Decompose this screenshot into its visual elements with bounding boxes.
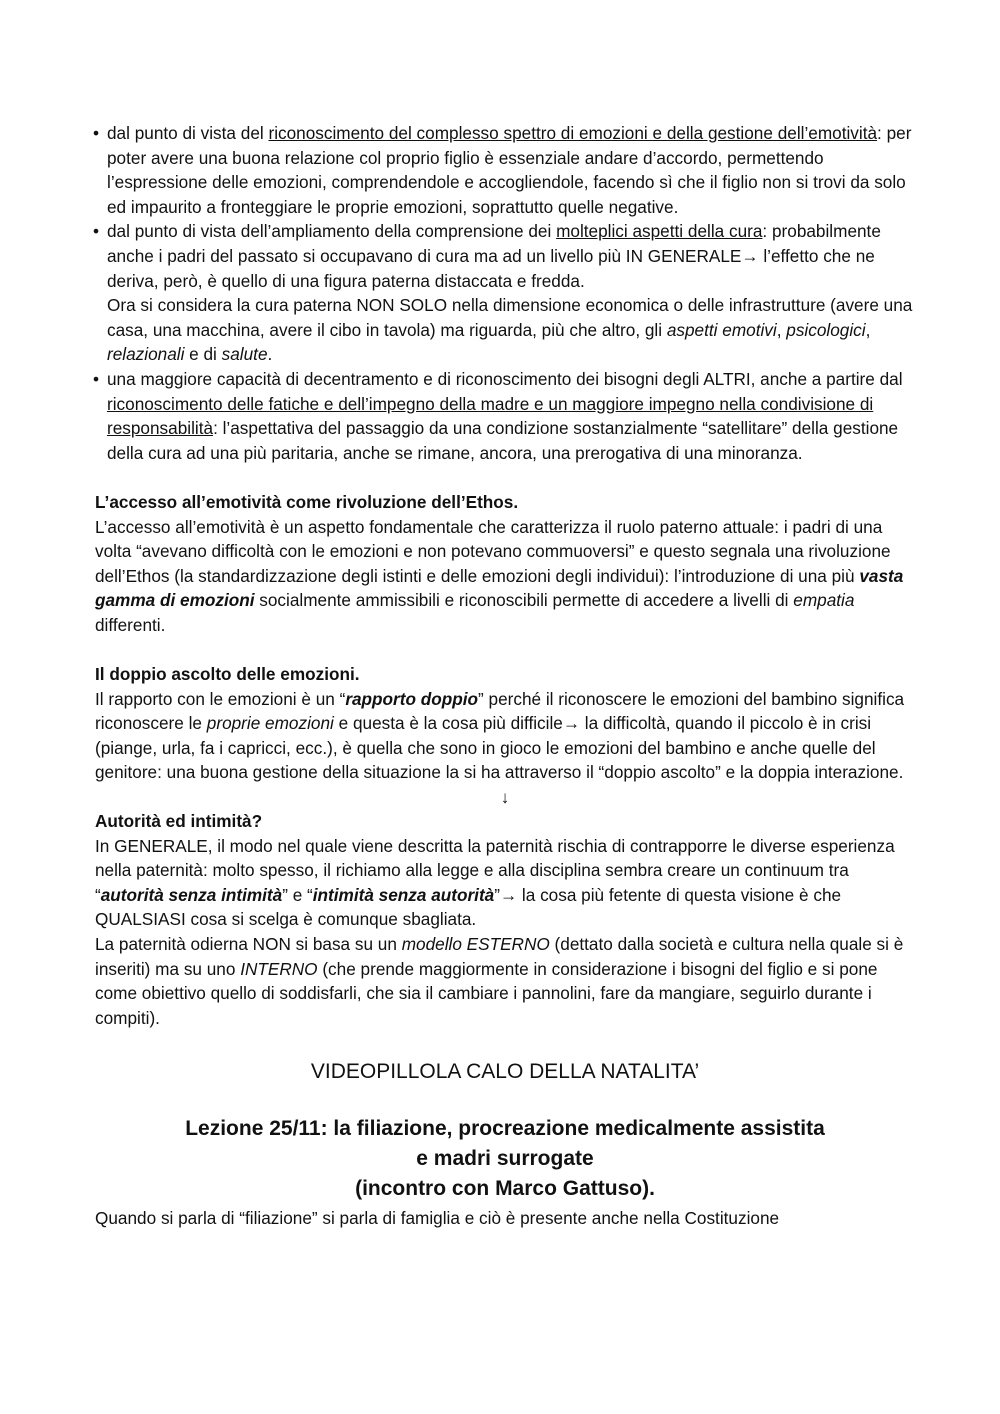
bullet-icon: • [93,123,100,143]
text-run: e questa è la cosa più difficile→ la difficoltà, quando il piccolo è in crisi (piange, urla, fa i capricci, ecc.), è quella che sono in gioco le emozioni del bambino e anche quelle del genitore: una buona gestione della situazione la si ha attraverso il “doppio ascolto” e la doppia interazione. [95,713,904,783]
italic-text: aspetti emotivi [666,319,777,340]
lesson-title-line: Lezione 25/11: la filiazione, procreazione medicalmente assistita [185,1117,825,1141]
text-run: La paternità odierna NON si basa su un [95,934,402,954]
section-ethos [95,490,915,638]
text-run: (che prende maggiormente in considerazione i bisogni del figlio e si pone come obiettivo quello di soddisfarli, che sia il cambiare i pannolini, fare da mangiare, seguirlo durante i compiti). [95,958,878,1028]
list-item [95,121,915,219]
text-run: dal punto di vista del [107,123,269,143]
text-run: : l’aspettativa del passaggio da una condizione sostanzialmente “satellitare” della gestione della cura ad una più paritaria, anche se rimane, ancora, una prerogativa di una minoranza. [107,418,899,463]
text-run: Il rapporto con le emozioni è un “ [95,688,346,709]
text-run: e di [184,344,222,365]
paragraph [95,687,915,785]
paragraph: Quando si parla di “filiazione” si parla di famiglia e ciò è presente anche nella Costituzione [95,1208,780,1229]
text-run: : probabilmente anche i padri del passato si occupavano di cura ma ad un livello più IN GENERALE→ l’effetto che ne deriva, però, è quello di una figura paterna distaccata e fredda. [107,221,881,291]
italic-text: modello ESTERNO [401,934,550,954]
italic-text: INTERNO [240,958,318,979]
spacer [95,637,915,662]
text-run: L’accesso all’emotività è un aspetto fondamentale che caratterizza il ruolo paterno attuale: i padri di una volta “avevano difficoltà con le emozioni e non potevano commuoversi” e questo segnala una rivoluzione dell’Ethos (la standardizzazione degli istinti e delle emozioni degli individui): l’introduzione di una più [95,516,891,586]
section-ascolto [95,662,915,809]
italic-text: relazionali [107,344,185,365]
text-run: : per poter avere una buona relazione col proprio figlio è essenziale andare d’accordo, permettendo l’espressione delle emozioni, comprendendole e accogliendole, facendo sì che il figlio non si trovi da solo ed impaurito a fronteggiare le proprie emozioni, soprattutto quelle negative. [107,123,912,217]
text-run: ” perché il riconoscere le emozioni del bambino significa riconoscere le [95,688,905,734]
lesson-title [95,1114,915,1204]
paragraph [95,834,915,932]
text-run: differenti. [95,614,166,635]
bullet-list [95,121,915,465]
section-heading: Il doppio ascolto delle emozioni. [95,664,360,685]
text-run: , [865,319,871,340]
bullet-icon: • [93,221,100,242]
section-heading: Autorità ed intimità? [95,811,263,832]
underlined-text: riconoscimento delle fatiche e dell’impegno della madre e un maggiore impegno nella condivisione di responsabilità [107,393,874,439]
document-body [95,121,915,1231]
bold-italic-text: rapporto doppio [345,688,479,709]
bold-italic-text: autorità senza intimità [100,884,283,905]
paragraph [95,932,915,1030]
underlined-text: riconoscimento del complesso spettro di emozioni e della gestione dell’emotività [268,123,878,143]
italic-text: salute [221,344,268,365]
text-run: ”→ la cosa più fetente di questa visione è che QUALSIASI cosa si scelga è comunque sbagliata. [95,884,842,930]
section-autorita [95,809,915,1030]
text-run: dal punto di vista dell’ampliamento della comprensione dei [107,221,557,242]
paragraph [95,515,915,638]
lesson-title-line: e madri surrogate [416,1147,594,1171]
bullet-icon: • [93,368,100,389]
underlined-text: molteplici aspetti della cura [556,221,763,242]
text-run: socialmente ammissibili e riconoscibili permette di accedere a livelli di [254,590,794,611]
down-arrow-icon: ↓ [500,787,510,808]
text-run: ” e “ [282,884,313,905]
list-item [95,219,915,367]
list-item [95,367,915,465]
text-run: In GENERALE, il modo nel quale viene descritta la paternità rischia di contrapporre le diverse esperienza nella paternità: molto spesso, il richiamo alla legge e alla disciplina sembra creare un continuum tra “ [95,835,895,905]
text-run: . [267,344,273,365]
italic-text: empatia [793,590,855,611]
bold-italic-text: intimità senza autorità [312,884,495,905]
lesson-title-line: (incontro con Marco Gattuso). [355,1177,655,1201]
text-run: Ora si considera la cura paterna NON SOLO nella dimensione economica o delle infrastrutture (avere una casa, una macchina, avere il cibo in tavola) ma riguarda, più che altro, gli [107,295,913,340]
spacer [95,465,915,490]
italic-text: proprie emozioni [206,713,334,734]
text-run: (dettato dalla società e cultura nella quale si è inseriti) ma su uno [95,934,904,979]
text-run: , [776,319,787,340]
bold-italic-text: vasta gamma di emozioni [95,565,904,611]
text-run: una maggiore capacità di decentramento e di riconoscimento dei bisogni degli ALTRI, anche a partire dal [107,368,903,389]
video-title: VIDEOPILLOLA CALO DELLA NATALITA’ [310,1060,700,1084]
section-heading: L’accesso all’emotività come rivoluzione dell’Ethos. [95,491,519,512]
italic-text: psicologici [786,319,866,340]
